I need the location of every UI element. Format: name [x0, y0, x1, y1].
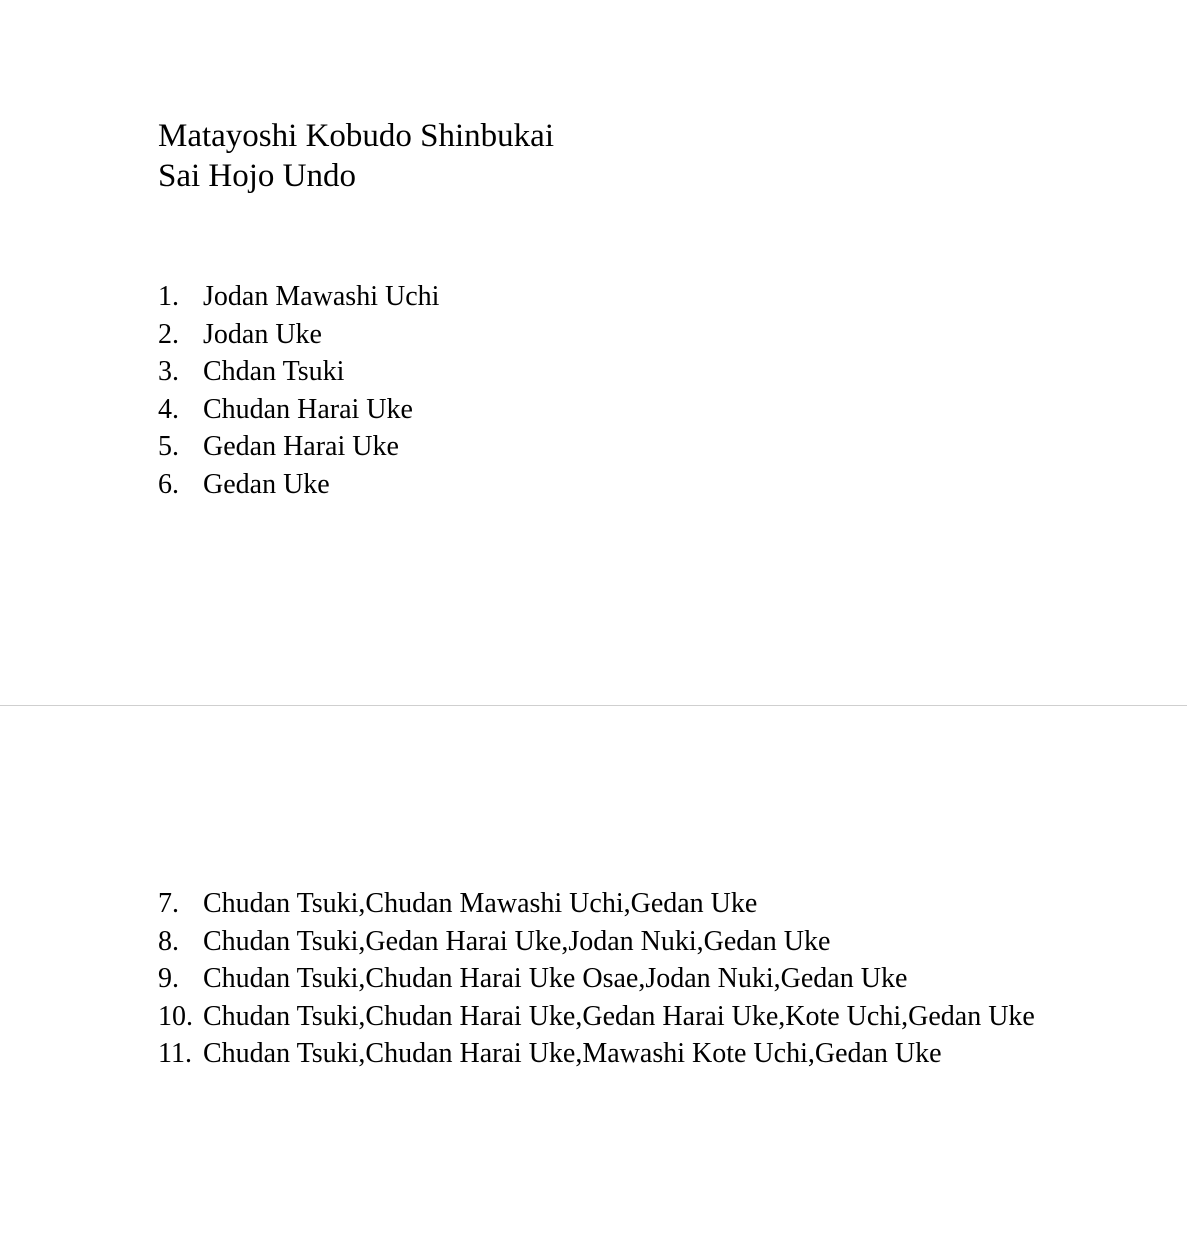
list-item: [158, 353, 439, 391]
list-item-number: 9.: [158, 963, 179, 995]
list-item-number: 10.: [158, 1000, 193, 1032]
list-item-number: 5.: [158, 431, 179, 463]
list-item-text: Gedan Harai Uke: [203, 431, 399, 463]
list-item-text: Chudan Tsuki,Chudan Harai Uke,Gedan Harai Uke,Kote Uchi,Gedan Uke: [203, 1000, 1035, 1032]
list-item-text: Jodan Mawashi Uchi: [203, 281, 440, 312]
list-item-number: 4.: [158, 393, 179, 425]
list-item-number: 3.: [158, 356, 179, 388]
list-item: [158, 998, 1035, 1036]
list-item-text: Chudan Tsuki,Chudan Harai Uke,Mawashi Kote Uchi,Gedan Uke: [203, 1038, 942, 1070]
list-item: [158, 428, 439, 466]
list-item-text: Chudan Tsuki,Gedan Harai Uke,Jodan Nuki,Gedan Uke: [203, 925, 831, 957]
list-item-number: 1.: [158, 281, 179, 312]
technique-list-page-2: [158, 885, 1035, 1073]
list-item: [158, 466, 439, 504]
list-item: [158, 1035, 1035, 1073]
list-item-number: 7.: [158, 888, 179, 919]
list-item-number: 6.: [158, 468, 179, 500]
list-item: [158, 960, 1035, 998]
technique-list-page-1: [158, 278, 439, 504]
title-line-subject: Sai Hojo Undo: [158, 158, 356, 194]
document-page-2: [0, 706, 1187, 1234]
list-item: [158, 391, 439, 429]
list-item-text: Jodan Uke: [203, 318, 322, 350]
list-item: [158, 278, 439, 316]
list-item-number: 8.: [158, 925, 179, 957]
list-item-text: Chdan Tsuki: [203, 356, 345, 388]
list-item-number: 11.: [158, 1038, 192, 1070]
list-item: [158, 316, 439, 354]
list-item-text: Chudan Harai Uke: [203, 393, 413, 425]
document-title: [158, 116, 554, 196]
list-item-text: Chudan Tsuki,Chudan Mawashi Uchi,Gedan Uke: [203, 888, 758, 919]
list-item-text: Chudan Tsuki,Chudan Harai Uke Osae,Jodan Nuki,Gedan Uke: [203, 963, 908, 995]
list-item: [158, 885, 1035, 923]
title-line-school: Matayoshi Kobudo Shinbukai: [158, 118, 554, 154]
list-item: [158, 923, 1035, 961]
list-item-text: Gedan Uke: [203, 468, 330, 500]
list-item-number: 2.: [158, 318, 179, 350]
